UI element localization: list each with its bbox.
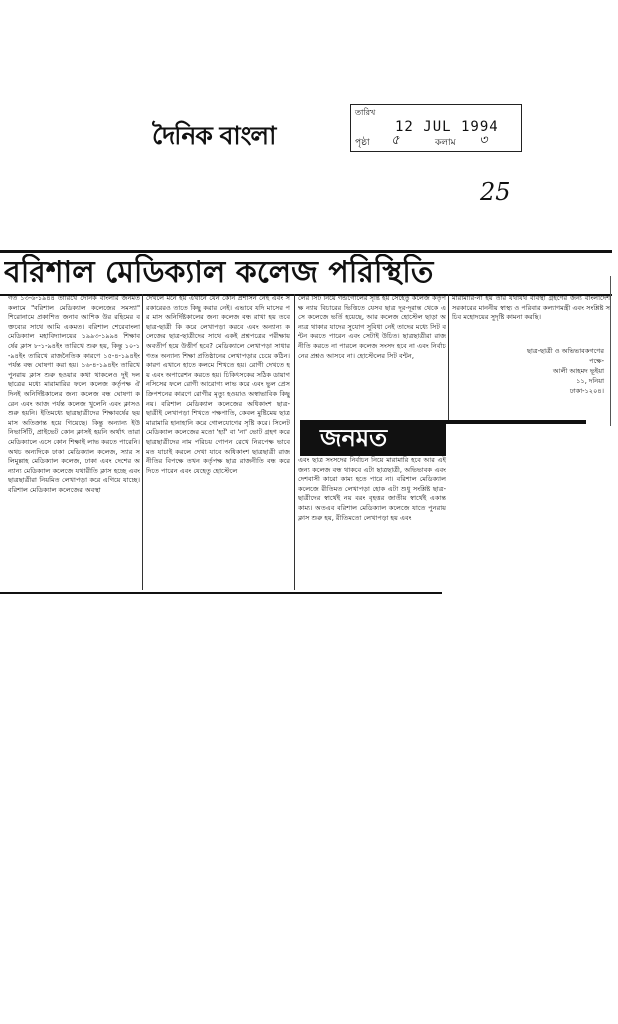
article-column-3-top: লের সিট নিয়ে গন্ডগোলের সৃষ্টি হয় সেহেতু কলেজ কর্তৃপক্ষ ন্যায় বিচারের ভিত্তিতে যেসব ছাত্র দূর-দূরান্ত থেকে এসে কলেজে ভর্তি হয়েছে, আর কলেজ হোস্টেল ছাড়া অন্যত্র থাকার যাদের সুযোগ সুবিধা নেই তাদের মধ্যে সিট বন্টন করতে পারেন এবং সেটাই উচিত। ছাত্রছাত্রীরা রাজনীতি করতে না পারলে কলেজ সংসদ হবে না এবং নির্বাচনের প্রশ্নও আসবে না। হোস্টেলের সিট বন্টন,	[298, 294, 446, 360]
handwritten-page-number: 25	[480, 178, 511, 206]
banner-rule	[446, 420, 586, 424]
column-divider	[294, 294, 295, 590]
letter-signature	[480, 346, 604, 396]
bottom-rule	[0, 592, 442, 594]
article-column-4: মারামারি-না হয় তার যথাযথ ব্যবস্থা গ্রহণের জন্য বাংলাদেশ সরকারের মাননীয় স্বাস্থ্য ও পরিবার কল্যাণমন্ত্রী এবং সংশ্লিষ্ট সচিব মহোদয়ের সুদৃষ্টি কামনা করছি।	[452, 294, 610, 322]
stamp-page-label: পৃষ্ঠা	[355, 138, 370, 148]
stamp-column-value: ৩	[479, 133, 488, 148]
stamp-page-value: ৫	[391, 133, 400, 148]
signature-name: আলী আহমদ ভূইয়া	[552, 367, 604, 375]
column-divider	[142, 294, 143, 590]
signature-line-1: ছাত্র-ছাত্রী ও অভিভাবকগণের	[526, 347, 604, 355]
newspaper-masthead: দৈনিক বাংলা	[152, 121, 276, 150]
article-column-3-bottom: এবং ছাত্র সংসদের নির্বাচন নিয়ে মারামারি হবে আর এই জন্য কলেজ বন্ধ থাকবে এটা ছাত্রছাত্রী, অভিভাবক এবং দেশবাসী কারো কাম্য হতে পারে না। বরিশাল মেডিক্যাল কলেজে রীতিমত লেখাপড়া হোক এটা শুধু সংশ্লিষ্ট ছাত্র-ছাত্রীদের স্বার্থেই নয় বরং বৃহত্তর জাতীয় স্বার্থেই একান্ত কাম্য। অতএব বরিশাল মেডিক্যাল কলেজে যাতে পুনরায় ক্লাস শুরু হয়, রীতিমতো লেখাপড়া হয় এবং	[298, 456, 446, 522]
article-headline: বরিশাল মেডিক্যাল কলেজ পরিস্থিতি	[4, 255, 434, 290]
column-divider	[448, 294, 449, 422]
date-stamp	[350, 104, 522, 152]
signature-address-1: ১১, দনিয়া	[576, 377, 604, 385]
stamp-date: 12 JUL 1994	[395, 119, 499, 135]
article-column-2: দেখলে মনে হয় এখানে যেন কোন প্রশাসন নেই এবং সরকারেরও তাতে কিছু করার নেই। এভাবে যদি মাসের পর মাস অনির্দিষ্টকালের জন্য কলেজ বন্ধ রাখা হয় তবে ছাত্র-ছাত্রী কি করে লেখাপড়া করবে এবং অন্যান্য কলেজের ছাত্র-ছাত্রীদের সাথে একই প্রশ্নপত্রের পরীক্ষায় অবতীর্ণ হয়ে উত্তীর্ণ হবে? মেডিক্যালে লেখাপড়া সাধারণতঃ অন্যান্য শিক্ষা প্রতিষ্ঠানের লেখাপড়ার চেয়ে কঠিন। কারণ এখানে হাতে কলমে শিখতে হয়। রোগী দেখতে হয় এবং অপারেশন করতে হয়। চিকিৎসকের সঠিক ডায়াগনসিসের ফলে রোগী আরোগ্য লাভ করে এবং ভুল প্রেসক্রিপশনের কারণে রোগীর মৃত্যু হওয়াও অস্বাভাবিক কিছু নয়। বরিশাল মেডিক্যাল কলেজের অধিকাংশ ছাত্র-ছাত্রীই লেখাপড়া শিখতে পক্ষপাতি, কেবল মুষ্টিমেয় ছাত্র মারামারি হানাহানি করে গোলযোগের সৃষ্টি করে। সিলেট মেডিক্যাল কলেজের মতো 'হ্যাঁ' বা 'না' ভোট গ্রহণ করে ছাত্রছাত্রীদের নাম পরিচয় গোপন রেখে নিরপেক্ষ ভাবে মত যাচাই করলে দেখা যাবে অধিকাংশ ছাত্রছাত্রী রাজনীতির বিপক্ষে তখন কর্তৃপক্ষ ছাত্র রাজনীতি বন্ধ করে দিতে পারেন এবং যেহেতু হোস্টেলে	[146, 294, 290, 475]
top-rule	[0, 250, 612, 253]
article-column-1: গত ১৩-৬-১৯৪৪ তারিখে দৈনিক বাংলার জনমত কলামে "বরিশাল মেডিক্যাল কলেজের সমস্যা" শিরোনামে প্রকাশিত জনাব আশিক উর রহিমের বক্তব্যের সাথে আমি একমত। বরিশাল শেরেবাংলা মেডিক্যাল মহাবিদ্যালয়ের ১৯৯৩-১৯৯৪ শিক্ষাবর্ষের ক্লাস ৮-১-৯৪ইং তারিখে শুরু হয়, কিন্তু ১০-১-৯৪ইং তারিখে রাজনৈতিক কারণে ১৫-৪-১৯৪ইং পর্যন্ত বন্ধ ঘোষণা করা হয়। ১৬-৪-১৯৪ইং তারিখে পুনরায় ক্লাস শুরু হওয়ার কথা থাকলেও দুই দল ছাত্রের মধ্যে মারামারির ফলে কলেজ কর্তৃপক্ষ ঐ দিনই অনির্দিষ্টকালের জন্য কলেজ বন্ধ ঘোষণা করেন এবং আজ পর্যন্ত কলেজ খুলেনি এবং ক্লাসও শুরু হয়নি। ইতিমধ্যে ছাত্রছাত্রীদের শিক্ষাবর্ষের ছয় মাস অতিক্রান্ত হয়ে গিয়েছে। কিন্তু অন্যান্য ইউনিভার্সিটি, প্রাইভেট কোন ক্লাসই হয়নি অর্থাৎ তারা মেডিক্যালে এসে কোন শিক্ষাই লাভ করতে পারেনি। অথচ অন্যদিকে ঢাকা মেডিক্যাল কলেজ, স্যার সলিমুল্লাহ মেডিক্যাল কলেজ, ঢাকা এবং দেশের অন্যান্য মেডিক্যাল কলেজে যথারীতি ক্লাস হচ্ছে এবং ছাত্রছাত্রীরা নিয়মিত লেখাপড়া করে এগিয়ে যাচ্ছে। বরিশাল মেডিক্যাল কলেজের অবস্থা	[8, 294, 140, 494]
article-clipping	[0, 250, 612, 595]
stamp-column-label: কলাম	[435, 138, 456, 148]
signature-line-2: পক্ষে-	[589, 357, 604, 365]
section-banner: জনমত	[300, 420, 446, 456]
stamp-date-label: তারিখ	[355, 108, 376, 117]
signature-address-2: ঢাকা-১২০৪।	[569, 387, 604, 395]
